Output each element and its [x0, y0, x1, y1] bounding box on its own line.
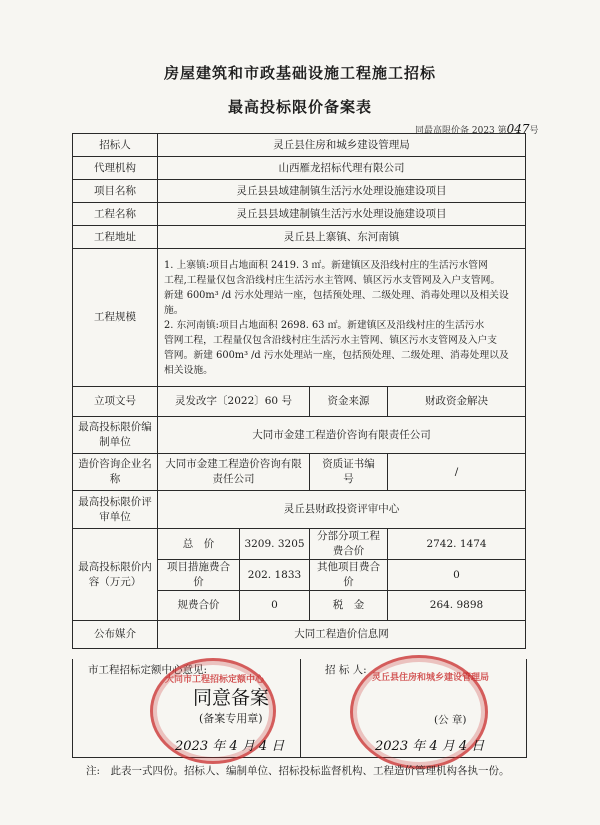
cell-label: 公布媒介: [73, 621, 158, 649]
cell-label: 税 金: [310, 591, 388, 621]
cell-value: 大同市金建工程造价咨询有限责任公司: [158, 417, 526, 454]
cell-label: 最高投标限价评审单位: [73, 491, 158, 529]
table-row: [73, 249, 526, 387]
scale-description: [158, 249, 526, 387]
cell-value: 大同市金建工程造价咨询有限责任公司: [158, 454, 310, 491]
table-row: [73, 491, 526, 529]
center-seal-text: 大同市工程招标定额中心: [165, 675, 265, 685]
cell-value: 灵丘县县域建制镇生活污水处理设施建设项目: [158, 203, 526, 226]
table-row: [73, 417, 526, 454]
cell-value: /: [388, 454, 526, 491]
tenderer-sign-date: 2023 年 4 月 4 日: [375, 739, 485, 754]
cell-value: 0: [388, 560, 526, 591]
cell-value: 灵丘县县域建制镇生活污水处理设施建设项目: [158, 180, 526, 203]
scale-line: 新建 600m³ /d 污水处理站一座，包括预处理、二级处理、消毒处理以及相关设施。: [164, 289, 509, 316]
cell-label: 规费合价: [158, 591, 240, 621]
table-row: [73, 387, 526, 417]
cell-label: 招标人: [73, 134, 158, 157]
cell-value: 灵丘县财政投资评审中心: [158, 491, 526, 529]
document-subtitle: 最高投标限价备案表: [227, 98, 372, 116]
record-number-prefix: 同最高限价备 2023 第: [415, 126, 507, 136]
cell-label: 工程规模: [73, 249, 158, 387]
cell-value: 3209. 3205: [240, 529, 310, 560]
cell-label: 代理机构: [73, 157, 158, 180]
cell-value: 264. 9898: [388, 591, 526, 621]
approve-handwriting: 同意备案: [193, 687, 270, 709]
cell-value: 大同工程造价信息网: [158, 621, 526, 649]
tenderer-seal-text: 灵丘县住房和城乡建设管理局: [372, 673, 490, 683]
cell-value: 2742. 1474: [388, 529, 526, 560]
table-row: [73, 226, 526, 249]
scale-line: 相关设施。: [164, 364, 213, 376]
cell-value: 202. 1833: [240, 560, 310, 591]
cell-label: 项目措施费合 价: [158, 560, 240, 591]
record-number-handwritten: 047: [506, 122, 530, 136]
cell-value: 灵丘县住房和城乡建设管理局: [158, 134, 526, 157]
document-title: 房屋建筑和市政基础设施工程施工招标: [163, 64, 436, 82]
table-row: [73, 157, 526, 180]
footer-divider: [300, 659, 301, 757]
cell-label: 工程名称: [73, 203, 158, 226]
cell-label: 总 价: [158, 529, 240, 560]
record-number-suffix: 号: [529, 126, 539, 136]
scale-line: 2. 东河南镇:项目占地面积 2698. 63 ㎡。新建镇区及沿线村庄的生活污水: [164, 319, 485, 331]
center-sign-date: 2023 年 4 月 4 日: [175, 739, 285, 754]
record-table: [72, 133, 526, 649]
table-row: [73, 134, 526, 157]
table-row: [73, 621, 526, 649]
cell-value: 灵丘县上寨镇、东河南镇: [158, 226, 526, 249]
cell-label: 资质证书编 号: [310, 454, 388, 491]
cell-label: 最高投标限价内容（万元）: [73, 529, 158, 621]
tenderer-sign-label: 招 标 人:: [325, 664, 367, 676]
table-row: [73, 454, 526, 491]
cell-value: 财政资金解决: [388, 387, 526, 417]
cell-label: 最高投标限价编制单位: [73, 417, 158, 454]
cell-value: 山西雁龙招标代理有限公司: [158, 157, 526, 180]
scale-line: 管网。新建 600m³ /d 污水处理站一座，包括预处理、二级处理、消毒处理以及: [164, 349, 509, 361]
cell-label: 造价咨询企业名称: [73, 454, 158, 491]
cell-label: 工程地址: [73, 226, 158, 249]
cell-label: 立项文号: [73, 387, 158, 417]
scale-line: 1. 上寨镇:项目占地面积 2419. 3 ㎡。新建镇区及沿线村庄的生活污水管网: [164, 259, 488, 271]
cell-label: 项目名称: [73, 180, 158, 203]
scale-line: 工程,工程量仅包含沿线村庄生活污水主管网、镇区污水支管网及入户支管网。: [164, 274, 501, 286]
cell-label: 其他项目费合价: [310, 560, 388, 591]
cell-value: 0: [240, 591, 310, 621]
table-row: [73, 203, 526, 226]
cell-label: 分部分项工程费合价: [310, 529, 388, 560]
center-opinion-label: 市工程招标定额中心意见:: [88, 664, 208, 676]
footnote: 注: 此表一式四份。招标人、编制单位、招标投标监督机构、工程造价管理机构各执一份。: [86, 765, 510, 777]
approve-subtitle: (备案专用章): [199, 712, 263, 725]
tenderer-seal-subtitle: (公 章): [434, 714, 467, 726]
table-row: [73, 180, 526, 203]
table-row: [73, 529, 526, 560]
cell-label: 资金来源: [310, 387, 388, 417]
scale-line: 管网工程，工程量仅包含沿线村庄生活污水主管网、镇区污水支管网及入户支: [164, 334, 498, 346]
cell-value: 灵发改字〔2022〕60 号: [158, 387, 310, 417]
